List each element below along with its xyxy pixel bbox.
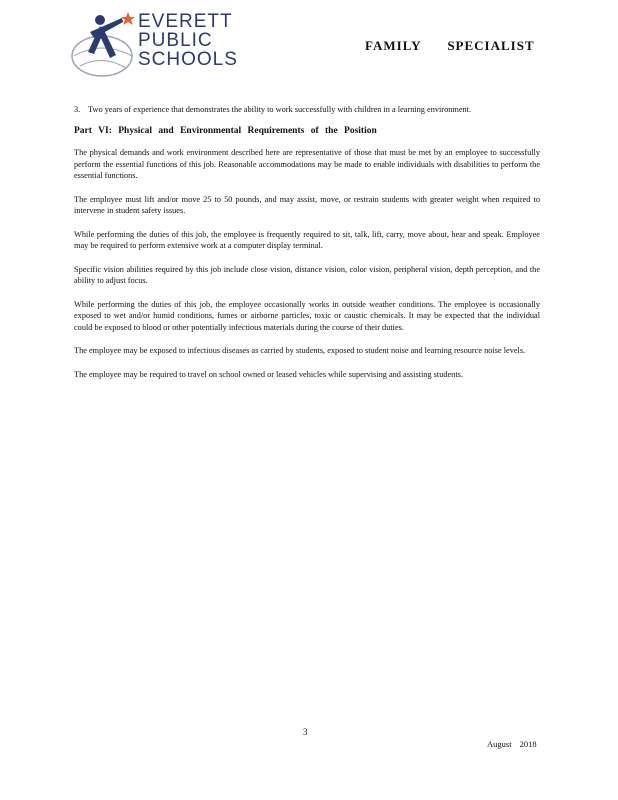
requirement-text: Two years of experience that demonstrates the ability to work successfully with children in a learning environment.	[88, 105, 472, 114]
paragraph-vision: Specific vision abilities required by this job include close vision, distance vision, color vision, peripheral vision, depth perception, and the ability to adjust focus.	[74, 264, 540, 285]
logo-line-everett: EVERETT	[138, 11, 233, 32]
requirement-number: 3.	[74, 105, 81, 114]
paragraph-lifting: The employee must lift and/or move 25 to 50 pounds, and may assist, move, or restrain students with greater weight when required to intervene in student safety issues.	[74, 194, 540, 215]
paragraph-physical-demands: The physical demands and work environment described here are representative of those that must be met by an employee to successfully perform the essential functions of this job. Reasonable accommodations may be made to enable individuals with disabilities to perform the essential functions.	[74, 148, 540, 180]
paragraph-travel: The employee may be required to travel on school owned or leased vehicles while supervising and assisting students.	[74, 369, 463, 379]
document-title: FAMILY SPECIALIST	[365, 38, 535, 53]
footer-date: August 2018	[487, 739, 537, 749]
logo-line-public: PUBLIC	[138, 30, 213, 51]
paragraph-duties: While performing the duties of this job, the employee is frequently required to sit, talk, lift, carry, move about, hear and speak. Employee may be required to perform extensive work at a computer display terminal.	[74, 229, 540, 250]
logo-mark-icon	[70, 10, 140, 82]
section-heading-part-vi: Part VI: Physical and Environmental Requirements of the Position	[74, 125, 377, 136]
document-body	[74, 104, 540, 392]
requirement-item-3	[74, 104, 540, 116]
logo-line-schools: SCHOOLS	[138, 49, 238, 70]
page-number: 3	[303, 727, 308, 737]
logo-wordmark	[138, 12, 238, 69]
paragraph-environment: While performing the duties of this job, the employee occasionally works in outside weather conditions. The employee is occasionally exposed to wet and/or humid conditions, fumes or airborne particles, toxic or caustic chemicals. It may be expected that the individual could be exposed to blood or other potentially infectious materials during the course of their duties.	[74, 299, 540, 332]
paragraph-infectious: The employee may be exposed to infectious diseases as carried by students, exposed to student noise and learning resource noise levels.	[74, 346, 526, 355]
